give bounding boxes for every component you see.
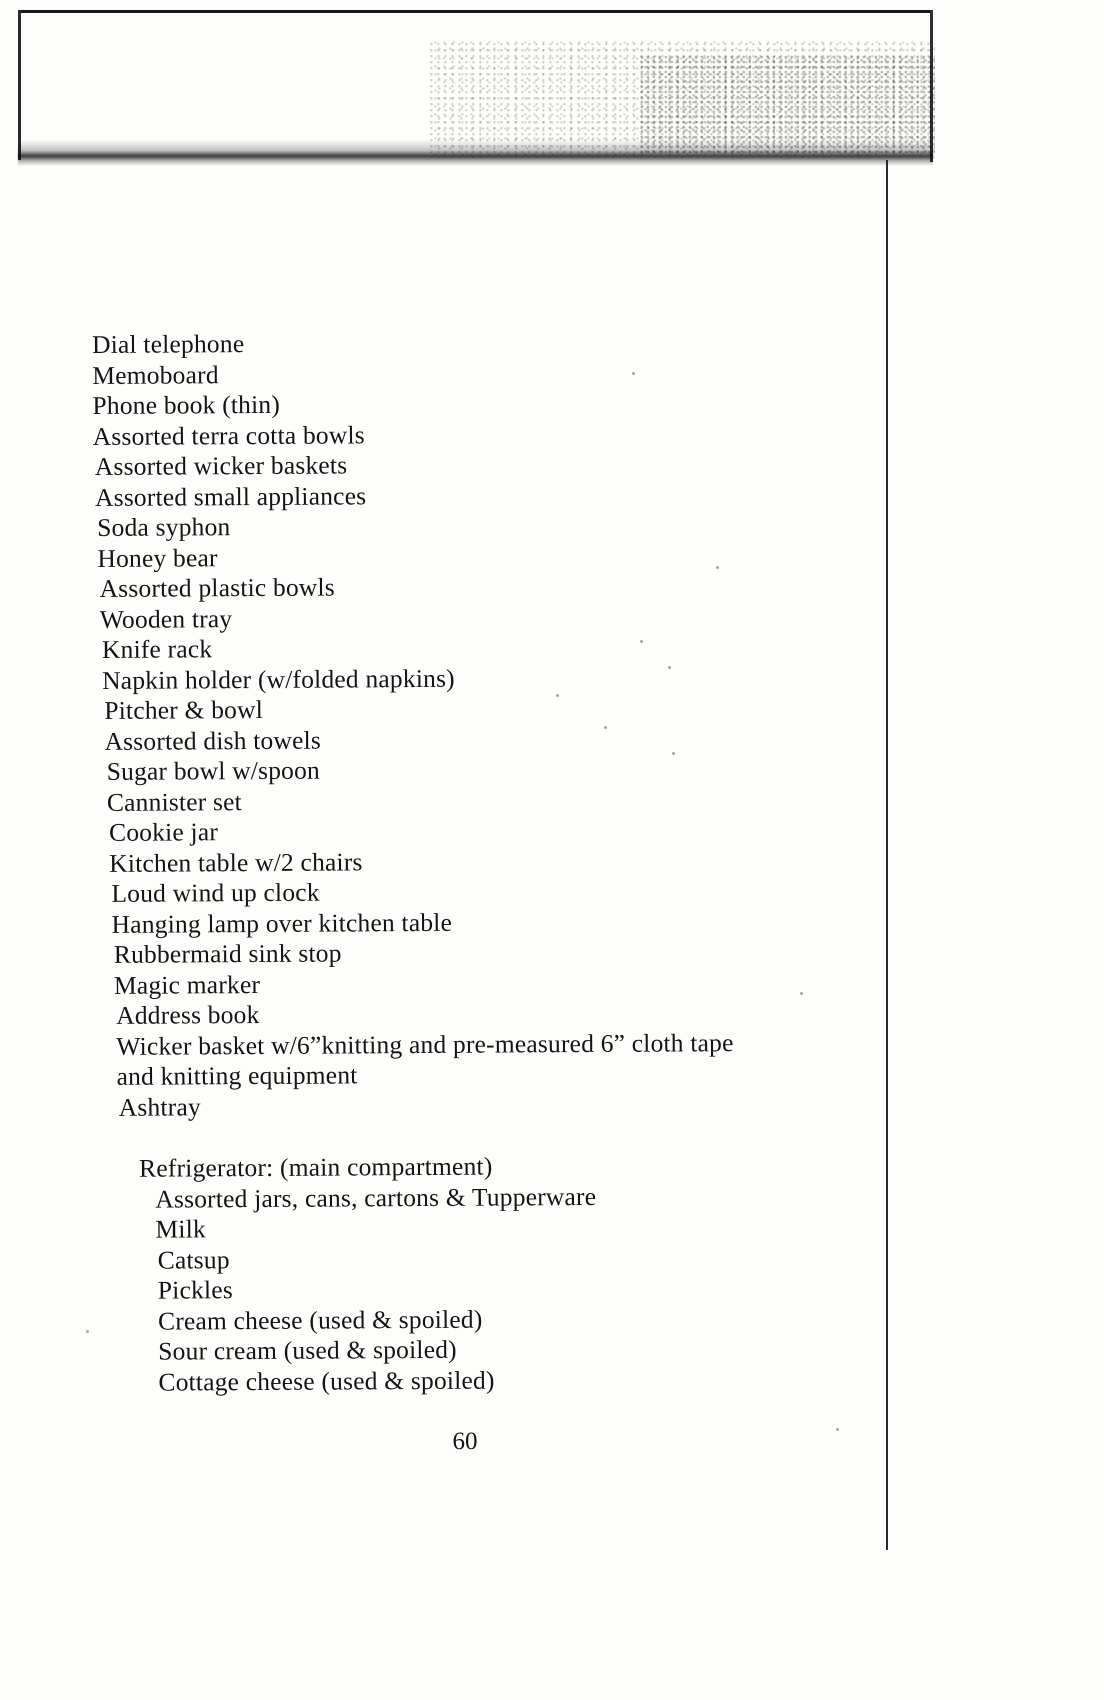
scan-speck [86, 1330, 89, 1333]
section-list-item: Milk [155, 1214, 206, 1244]
list-item: Wicker basket w/6”knitting and pre-measured 6” cloth tape [116, 1027, 734, 1061]
list-item: Assorted plastic bowls [99, 572, 335, 603]
list-item: Soda syphon [97, 512, 231, 542]
list-item: Ashtray [118, 1091, 201, 1122]
section-list-item: Sour cream (used & spoiled) [158, 1334, 457, 1366]
list-item: Memoboard [92, 359, 219, 390]
list-item: Pitcher & bowl [104, 694, 264, 725]
list-item: Assorted dish towels [104, 725, 322, 756]
section-list-item: Catsup [157, 1244, 230, 1275]
page-number: 60 [452, 1428, 478, 1455]
paragraph-spacer [97, 1118, 857, 1154]
page-top-border [18, 10, 933, 13]
list-item: Hanging lamp over kitchen table [111, 907, 453, 939]
list-item: Phone book (thin) [92, 389, 281, 420]
list-item: Cookie jar [108, 817, 219, 847]
page-binding-line [886, 160, 888, 1550]
list-item: Kitchen table w/2 chairs [109, 846, 363, 878]
list-item-continuation: and knitting equipment [116, 1060, 358, 1091]
document-text-body [92, 325, 859, 1398]
list-item: Address book [116, 999, 260, 1030]
list-item: Rubbermaid sink stop [113, 938, 342, 969]
list-item: Assorted terra cotta bowls [92, 419, 365, 451]
section-list-item: Assorted jars, cans, cartons & Tupperware [155, 1181, 597, 1214]
list-item: Honey bear [97, 542, 218, 573]
section-list-item: Pickles [157, 1275, 234, 1305]
page-left-edge [18, 10, 21, 160]
list-item: Wooden tray [99, 603, 233, 634]
list-item: Sugar bowl w/spoon [106, 755, 321, 786]
section-list-item: Cream cheese (used & spoiled) [157, 1304, 483, 1336]
list-item: Assorted small appliances [94, 480, 367, 512]
list-item: Dial telephone [92, 329, 245, 359]
list-item: Knife rack [101, 634, 213, 664]
page-fold-shadow [18, 140, 933, 166]
list-item: Magic marker [113, 969, 261, 1000]
list-item: Cannister set [106, 786, 243, 817]
list-item: Loud wind up clock [111, 877, 320, 908]
list-item: Assorted wicker baskets [94, 450, 348, 481]
section-list-item: Cottage cheese (used & spoiled) [158, 1365, 495, 1397]
section-heading: Refrigerator: (main compartment) [139, 1151, 493, 1183]
list-item: Napkin holder (w/folded napkins) [102, 663, 455, 695]
